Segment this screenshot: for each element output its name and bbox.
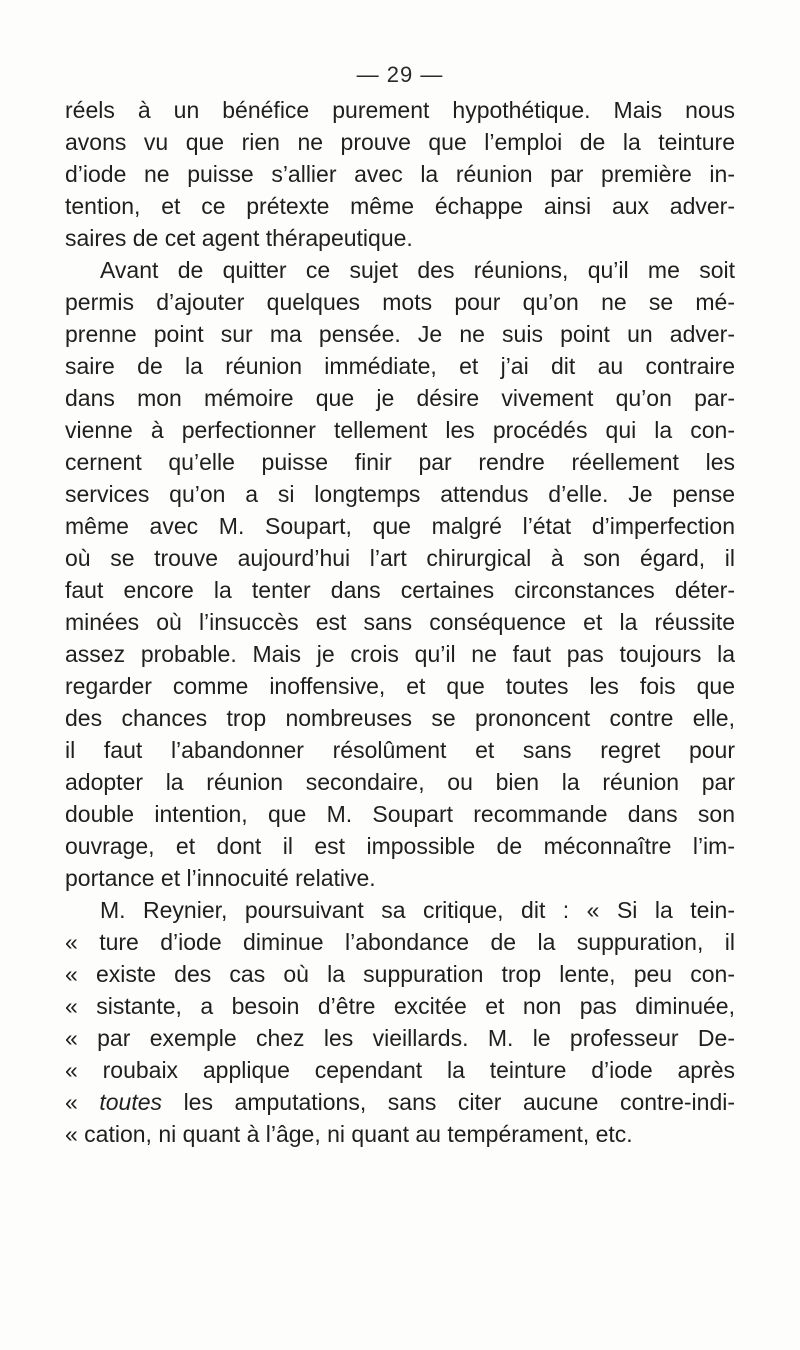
text-line: saire de la réunion immédiate, et j’ai dit au contraire — [65, 353, 735, 379]
text-line: « roubaix applique cependant la teinture d’iode après — [65, 1057, 735, 1083]
text-line: adopter la réunion secondaire, ou bien la réunion par — [65, 769, 735, 795]
text-line: assez probable. Mais je crois qu’il ne faut pas toujours la — [65, 641, 735, 667]
text-line: même avec M. Soupart, que malgré l’état d’imperfection — [65, 513, 735, 539]
text-line: ouvrage, et dont il est impossible de méconnaître l’im- — [65, 833, 735, 859]
italic-word: toutes — [99, 1089, 163, 1115]
text-span: « — [65, 1089, 100, 1115]
text-line: il faut l’abandonner résolûment et sans regret pour — [65, 737, 735, 763]
text-line: portance et l’innocuité relative. — [65, 865, 376, 891]
text-line: réels à un bénéfice purement hypothétique. Mais nous — [65, 97, 735, 123]
text-line: regarder comme inoffensive, et que toutes les fois que — [65, 673, 735, 699]
text-line: « sistante, a besoin d’être excitée et non pas diminuée, — [65, 993, 735, 1019]
text-line: prenne point sur ma pensée. Je ne suis point un adver- — [65, 321, 735, 347]
text-line: « cation, ni quant à l’âge, ni quant au tempérament, etc. — [65, 1121, 633, 1147]
text-line: M. Reynier, poursuivant sa critique, dit : « Si la tein- — [100, 897, 735, 923]
text-line: dans mon mémoire que je désire vivement qu’on par- — [65, 385, 735, 411]
text-line: cernent qu’elle puisse finir par rendre réellement les — [65, 449, 735, 475]
text-line: des chances trop nombreuses se prononcent contre elle, — [65, 705, 735, 731]
text-line: double intention, que M. Soupart recommande dans son — [65, 801, 735, 827]
text-line: d’iode ne puisse s’allier avec la réunion par première in- — [65, 161, 735, 187]
text-line-with-italic — [65, 1087, 735, 1117]
page-number: — 29 — — [356, 62, 444, 87]
text-line: « par exemple chez les vieillards. M. le professeur De- — [65, 1025, 735, 1051]
text-line: minées où l’insuccès est sans conséquence et la réussite — [65, 609, 735, 635]
text-line: « ture d’iode diminue l’abondance de la suppuration, il — [65, 929, 735, 955]
text-line: saires de cet agent thérapeutique. — [65, 225, 413, 251]
text-line: « existe des cas où la suppuration trop lente, peu con- — [65, 961, 735, 987]
text-line: Avant de quitter ce sujet des réunions, qu’il me soit — [100, 257, 735, 283]
text-line: faut encore la tenter dans certaines circonstances déter- — [65, 577, 735, 603]
text-line: services qu’on a si longtemps attendus d’elle. Je pense — [65, 481, 735, 507]
text-line: vienne à perfectionner tellement les procédés qui la con- — [65, 417, 735, 443]
text-line: tention, et ce prétexte même échappe ainsi aux adver- — [65, 193, 735, 219]
text-line: permis d’ajouter quelques mots pour qu’on ne se mé- — [65, 289, 735, 315]
text-line: avons vu que rien ne prouve que l’emploi de la teinture — [65, 129, 735, 155]
text-line: où se trouve aujourd’hui l’art chirurgical à son égard, il — [65, 545, 735, 571]
text-span: les amputations, sans citer aucune contre-indi- — [162, 1089, 735, 1115]
